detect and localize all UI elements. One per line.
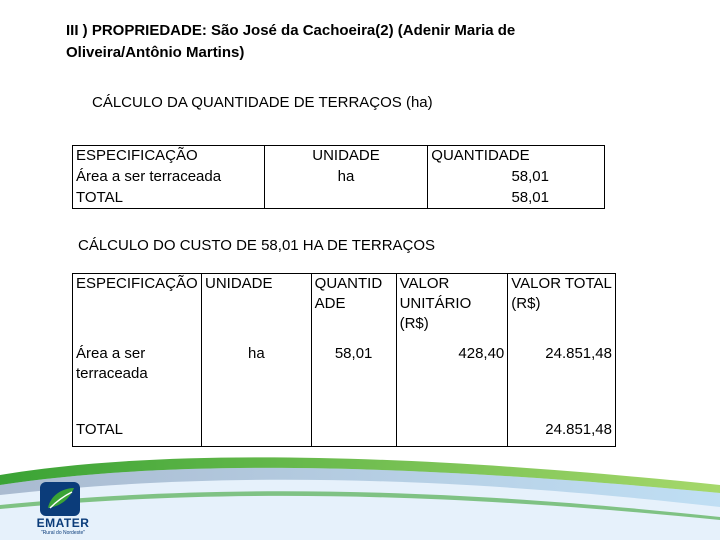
- footer-wave: [0, 445, 720, 540]
- header-unidade: UNIDADE: [201, 274, 311, 344]
- cell-valor-total: 24.851,48: [508, 344, 616, 414]
- cell-total-unidade: [201, 414, 311, 447]
- cell-total-unidade: [264, 188, 428, 209]
- cell-quantidade: 58,01: [428, 167, 605, 188]
- cell-unidade: ha: [264, 167, 428, 188]
- table-total-row: [73, 188, 605, 209]
- cell-total-label: TOTAL: [73, 414, 202, 447]
- cell-valor-unitario: 428,40: [396, 344, 508, 414]
- property-heading: III ) PROPRIEDADE: São José da Cachoeira(2) (Adenir Maria de Oliveira/Antônio Martins): [66, 22, 516, 61]
- quantity-section-title: CÁLCULO DA QUANTIDADE DE TERRAÇOS (ha): [92, 94, 433, 111]
- header-valor-unitario: VALOR UNITÁRIO (R$): [396, 274, 508, 344]
- table-header-row: [73, 274, 616, 344]
- header-valor-total: VALOR TOTAL (R$): [508, 274, 616, 344]
- quantity-table: [72, 145, 605, 209]
- cell-quantidade: 58,01: [311, 344, 396, 414]
- header-unidade: UNIDADE: [264, 146, 428, 167]
- cell-unidade: ha: [201, 344, 311, 414]
- cell-total-valor-total: 24.851,48: [508, 414, 616, 447]
- table-header-row: [73, 146, 605, 167]
- header-especificacao: ESPECIFICAÇÃO: [73, 146, 265, 167]
- cell-especificacao: Área a ser terraceada: [73, 167, 265, 188]
- cell-total-valor-unitario: [396, 414, 508, 447]
- cell-total-label: TOTAL: [73, 188, 265, 209]
- header-quantidade: QUANTID ADE: [311, 274, 396, 344]
- cell-total-quantidade: 58,01: [428, 188, 605, 209]
- cell-especificacao: Área a ser terraceada: [73, 344, 202, 414]
- header-especificacao: ESPECIFICAÇÃO: [73, 274, 202, 344]
- table-total-row: [73, 414, 616, 447]
- cost-table: [72, 273, 616, 447]
- cost-section-title: CÁLCULO DO CUSTO DE 58,01 HA DE TERRAÇOS: [78, 237, 436, 254]
- table-row: [73, 167, 605, 188]
- logo-text: EMATER: [36, 516, 90, 530]
- table-row: [73, 344, 616, 414]
- cell-total-quantidade: [311, 414, 396, 447]
- header-quantidade: QUANTIDADE: [428, 146, 605, 167]
- logo-subtext: "Rural do Nordeste": [40, 530, 86, 536]
